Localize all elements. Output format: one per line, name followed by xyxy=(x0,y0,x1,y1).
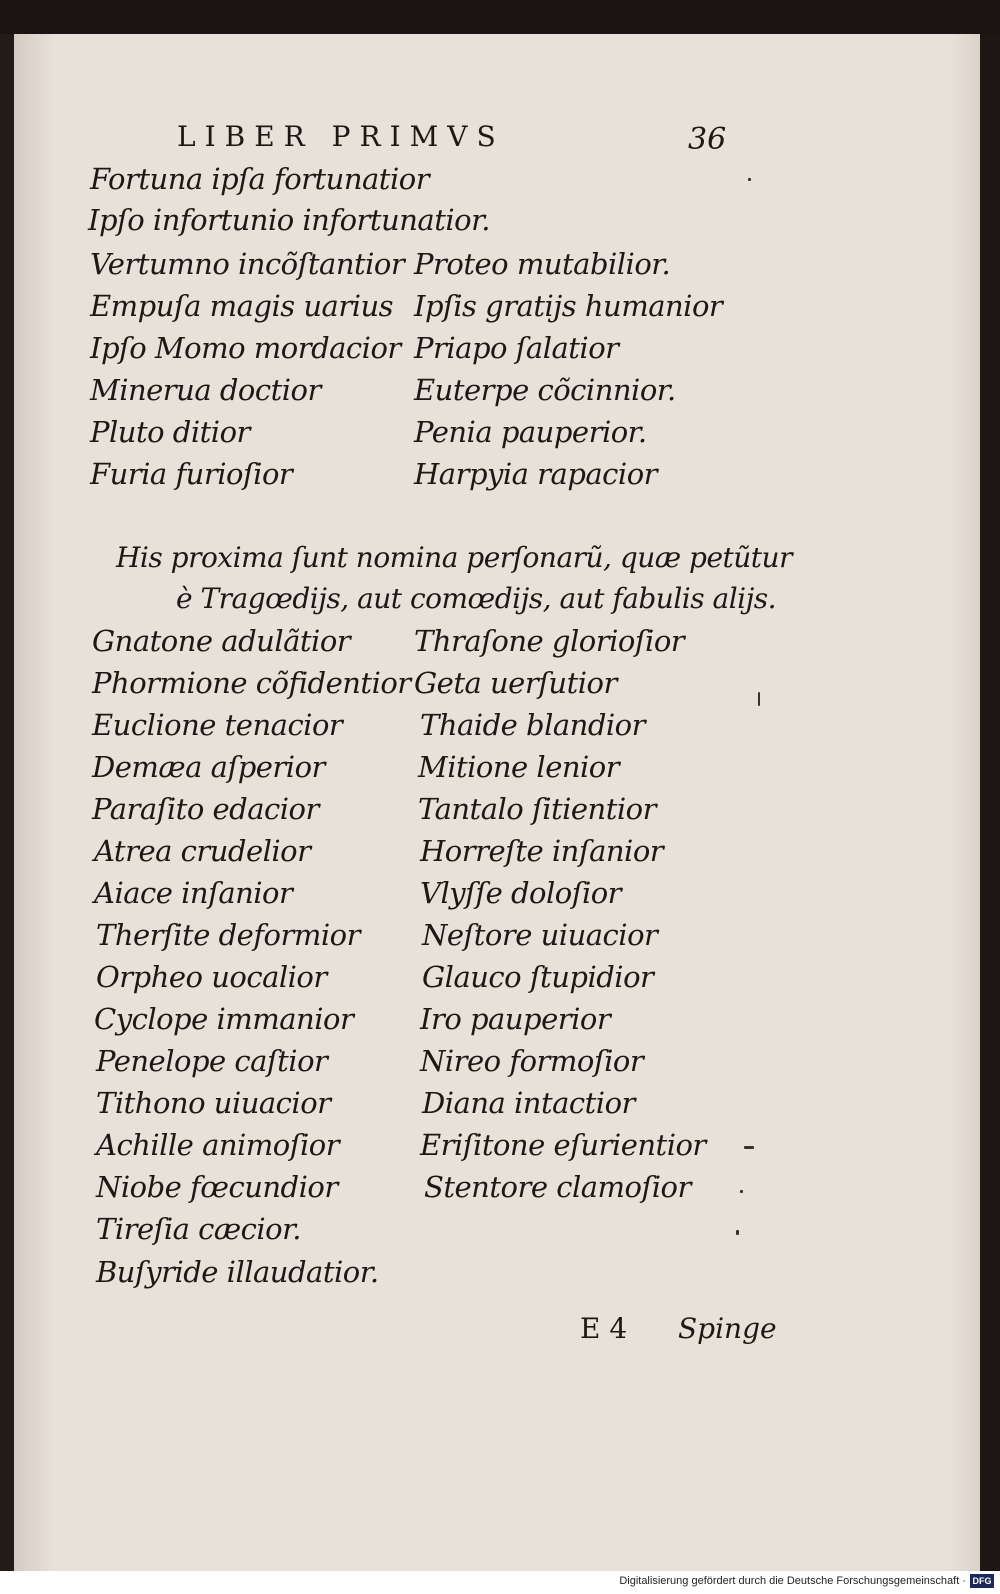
catchword: Spinge xyxy=(678,1312,777,1345)
left-entry: Gnatone adulãtior xyxy=(92,624,351,658)
right-entry: Thaide blandior xyxy=(420,708,645,742)
left-entry: Niobe fœcundior xyxy=(96,1170,338,1204)
right-entry: Stentore clamoſior xyxy=(424,1170,691,1204)
right-entry: Ipſis gratijs humanior xyxy=(414,289,723,323)
ink-speck xyxy=(744,1146,754,1149)
right-entry: Horreſte inſanior xyxy=(420,834,664,868)
right-entry: Tantalo ſitientior xyxy=(418,792,656,826)
section-heading: His proxima ſunt nomina perſonarũ, quæ petũtur xyxy=(116,541,792,574)
section-heading: è Tragœdijs, aut comœdijs, aut fabulis alijs. xyxy=(176,582,777,615)
left-entry: Paraſito edacior xyxy=(92,792,319,826)
left-entry: Aiace inſanior xyxy=(94,876,293,910)
right-entry: Iro pauperior xyxy=(420,1002,611,1036)
left-entry: Orpheo uocalior xyxy=(96,960,327,994)
left-entry: Atrea crudelior xyxy=(94,834,311,868)
page-number: 36 xyxy=(688,122,727,157)
ink-speck xyxy=(740,1190,743,1193)
left-entry: Empuſa magis uarius xyxy=(90,289,394,323)
right-entry: Neſtore uiuacior xyxy=(422,918,658,952)
right-entry: Vlyſſe doloſior xyxy=(420,876,622,910)
right-entry: Proteo mutabilior. xyxy=(414,247,671,281)
scan-right-edge xyxy=(980,34,1000,1571)
left-entry: Achille animoſior xyxy=(96,1128,340,1162)
signature-mark: E 4 xyxy=(580,1312,628,1345)
right-entry: Priapo ſalatior xyxy=(414,331,619,365)
right-entry: Eriſitone eſurientior xyxy=(420,1128,706,1162)
right-entry: Harpyia rapacior xyxy=(414,457,658,491)
left-entry: Penelope caſtior xyxy=(96,1044,328,1078)
text-line: Buſyride illaudatior. xyxy=(96,1255,379,1289)
text-line: Tireſia cæcior. xyxy=(96,1212,302,1246)
dfg-logo: DFG xyxy=(970,1574,994,1588)
footer-credit: Digitalisierung gefördert durch die Deutsche Forschungsgemeinschaft · xyxy=(619,1575,966,1587)
right-entry: Mitione lenior xyxy=(418,750,620,784)
left-entry: Tithono uiuacior xyxy=(96,1086,331,1120)
left-entry: Phormione cõfidentior xyxy=(92,666,411,700)
right-entry: Euterpe cõcinnior. xyxy=(414,373,676,407)
right-entry: Nireo formoſior xyxy=(420,1044,644,1078)
left-entry: Euclione tenacior xyxy=(92,708,343,742)
ink-speck xyxy=(736,1230,739,1235)
left-entry: Minerua doctior xyxy=(90,373,321,407)
text-line: Ipſo infortunio infortunatior. xyxy=(88,203,490,237)
right-entry: Thraſone glorioſior xyxy=(414,624,685,658)
right-entry: Glauco ſtupidior xyxy=(422,960,654,994)
right-entry: Geta uerſutior xyxy=(414,666,617,700)
left-entry: Furia furioſior xyxy=(90,457,293,491)
left-entry: Ipſo Momo mordacior xyxy=(90,331,401,365)
scan-top-edge xyxy=(0,0,1000,34)
left-entry: Cyclope immanior xyxy=(94,1002,354,1036)
left-entry: Pluto ditior xyxy=(90,415,250,449)
running-head: LIBER PRIMVS xyxy=(177,120,505,153)
left-entry: Vertumno incõſtantior xyxy=(90,247,405,281)
ink-speck xyxy=(748,178,751,181)
ink-speck xyxy=(758,692,760,706)
left-entry: Therſite deformior xyxy=(96,918,360,952)
right-entry: Penia pauperior. xyxy=(414,415,647,449)
text-line: Fortuna ipſa fortunatior xyxy=(90,162,430,196)
right-entry: Diana intactior xyxy=(422,1086,635,1120)
left-entry: Demæa aſperior xyxy=(92,750,325,784)
